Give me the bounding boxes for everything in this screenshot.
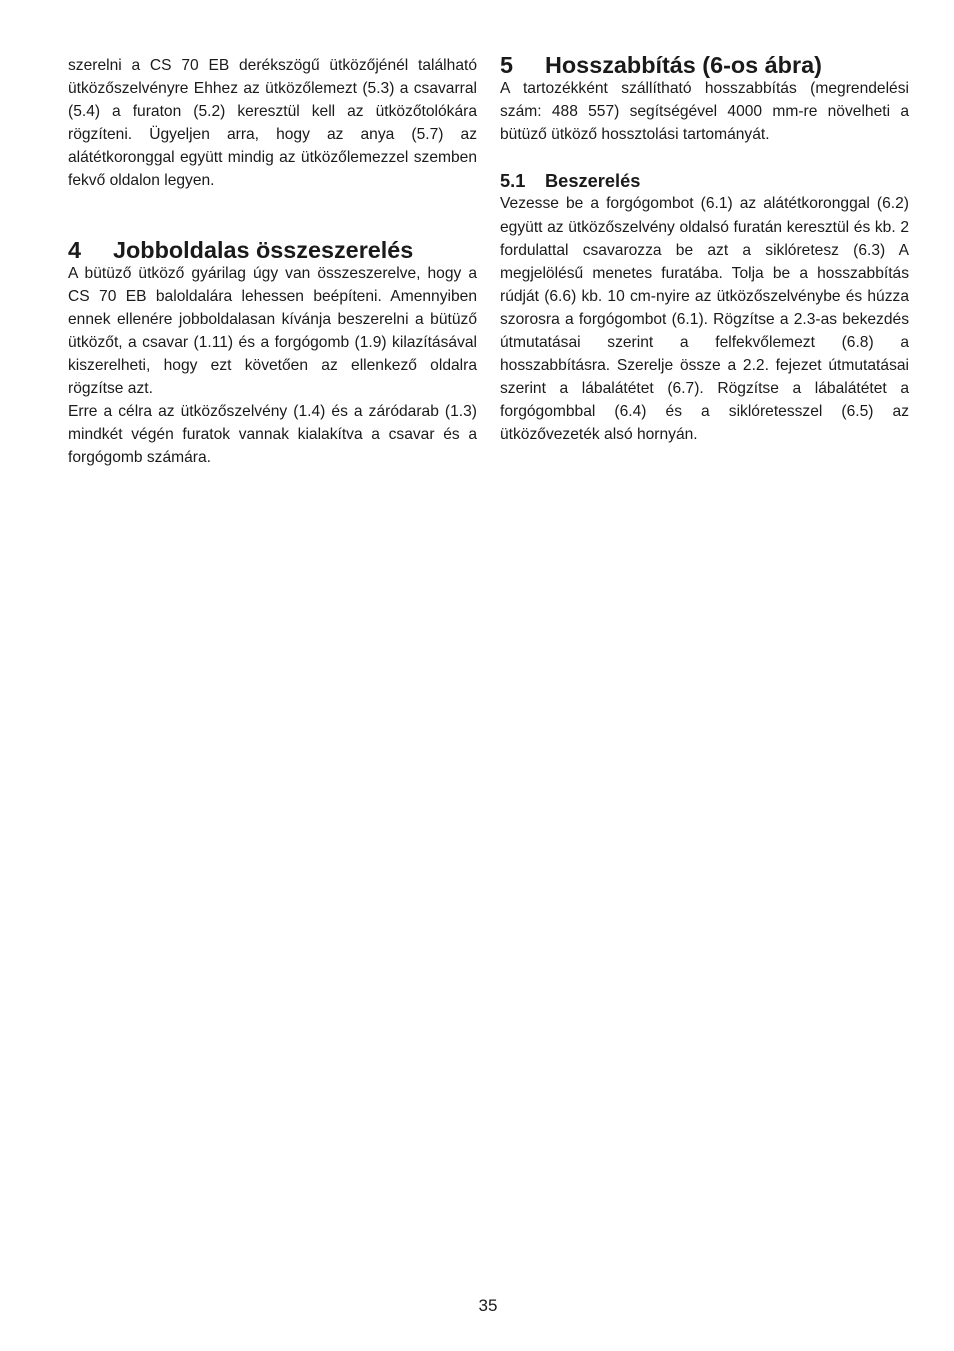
intro-paragraph: szerelni a CS 70 EB derékszögű ütközőjénél található ütközőszelvényre Ehhez az ütközőlemezt (5.3) a csavarral (5.4) a furaton (5.2) keresztül kell az ütközőtolókára rögzíteni. Ügyeljen arra, hogy az anya (5.7) az alátétkoronggal együtt mindig az ütközőlemezzel szemben fekvő oldalon legyen.	[68, 57, 477, 190]
page-number: 35	[478, 1296, 498, 1315]
section-5-paragraph: A tartozékként szállítható hosszabbítás (megrendelési szám: 488 557) segítségével 4000 mm-re növelheti a bütüző ütköző hossztolási tartományát.	[500, 80, 909, 144]
section-5-1-number: 5.1	[500, 170, 526, 192]
section-5-1-title: Beszerelés	[545, 170, 641, 192]
section-4-paragraph-1: A bütüző ütköző gyárilag úgy van összeszerelve, hogy a CS 70 EB baloldalára lehessen beépíteni. Amennyiben ennek ellenére jobboldalasan kívánja beszerelni a bütüző ütközőt, a csavar (1.11) és a forgógomb (1.9) kilazításával kiszerelheti, hogy ezt követően az ellenkező oldalra rögzítse azt.	[68, 264, 477, 398]
section-4-heading	[68, 236, 477, 263]
section-4-number: 4	[68, 236, 82, 263]
section-4-paragraph-2: Erre a célra az ütközőszelvény (1.4) és a záródarab (1.3) mindkét végén furatok vannak kialakítva a csavar és a forgógomb számára.	[68, 403, 477, 467]
section-5-number: 5	[500, 52, 514, 78]
section-5-title: Hosszabbítás (6-os ábra)	[545, 52, 822, 78]
section-5-1-heading	[500, 169, 909, 192]
section-4-title: Jobboldalas összeszerelés	[113, 236, 414, 263]
left-column	[68, 54, 477, 470]
section-5-1-paragraph: Vezesse be a forgógombot (6.1) az alátétkoronggal (6.2) együtt az ütközőszelvény oldalsó furatán keresztül és kb. 2 fordulattal csavarozza be azt a siklóretesz (6.3) A megjelölésű menetes furatába. Tolja be a hosszabbítás rúdját (6.6) kb. 10 cm-nyire az ütközőszelvénybe és húzza szorosra a forgógombot (6.1). Rögzítse a 2.3-as bekezdés útmutatásai szerint a felfekvőlemezt (6.8) a hosszabbításra. Szerelje össze a 2.2. fejezet útmutatásai szerint a lábalátétet (6.7). Rögzítse a lábalátétet a forgógombbal (6.4) és a siklóretesszel (6.5) az ütközővezeték alsó hornyán.	[500, 195, 909, 444]
spacer	[68, 193, 477, 239]
right-column	[500, 54, 909, 447]
spacer	[500, 146, 909, 169]
section-5-heading	[500, 54, 909, 77]
